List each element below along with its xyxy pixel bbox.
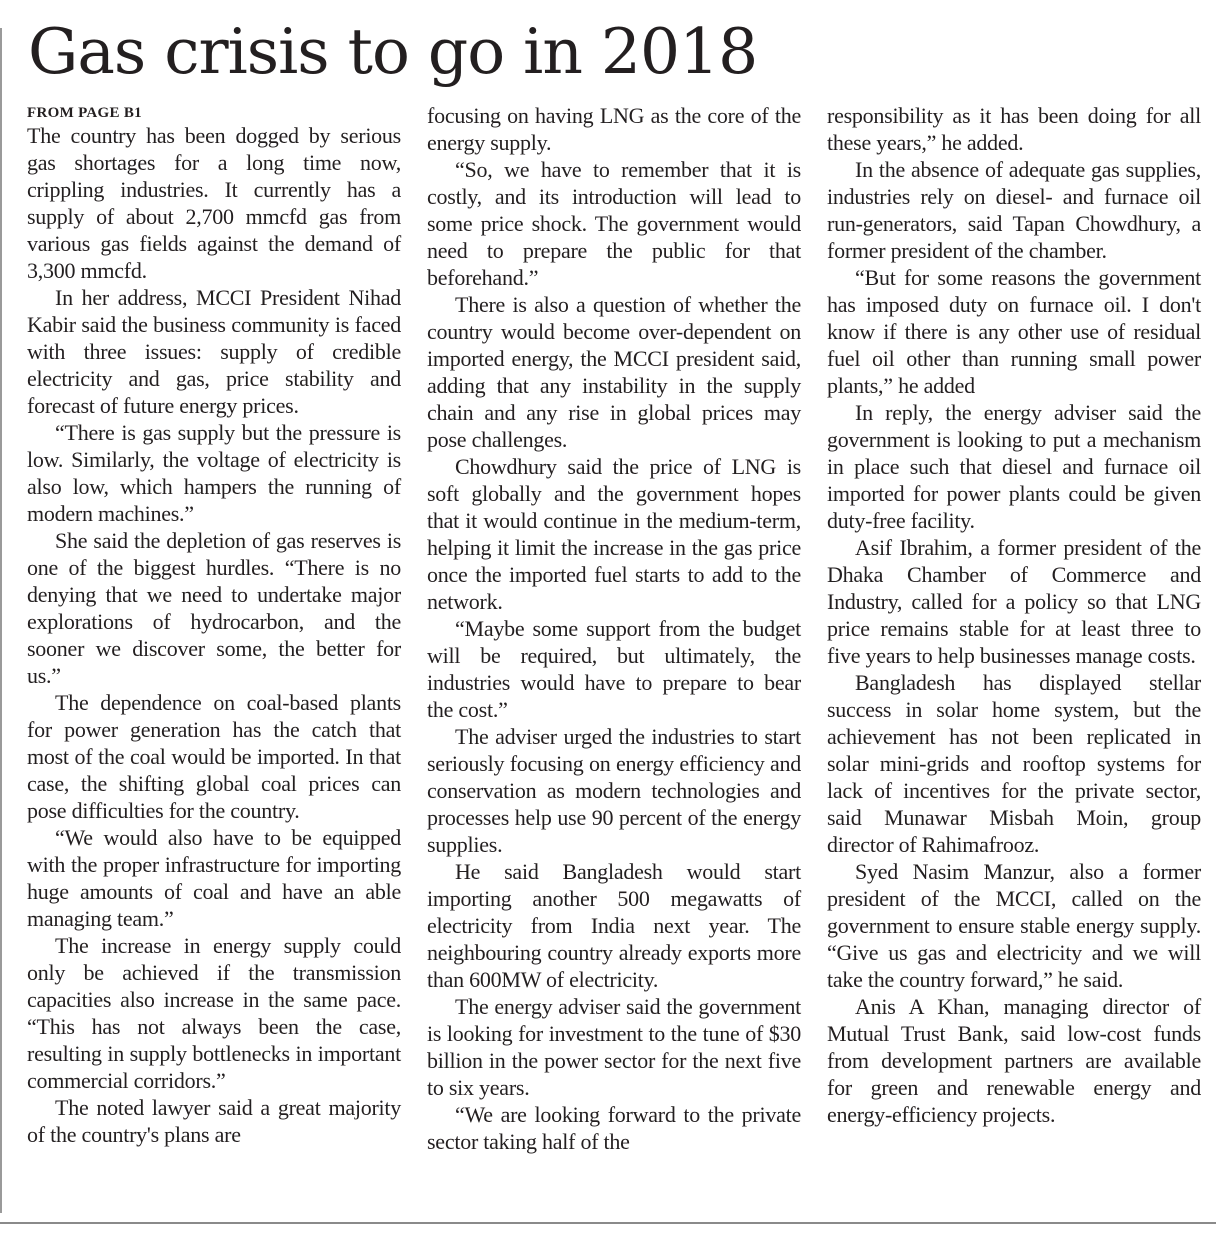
headline: Gas crisis to go in 2018 [28,15,758,88]
paragraph: The noted lawyer said a great majority of the country's plans are [27,1095,401,1147]
paragraph: Bangladesh has displayed stellar success in solar home system, but the achievement has not been replicated in solar mini-grids and rooftop systems for lack of incentives for the private sector, said Munawar Misbah Moin, group director of Rahimafrooz. [827,670,1201,857]
paragraph: “There is gas supply but the pressure is low. Similarly, the voltage of electricity is also low, which hampers the running of modern machines.” [27,420,401,526]
article-column-1 [27,102,401,1148]
paragraph: “So, we have to remember that it is costly, and its introduction will lead to some price shock. The government would need to prepare the public for that beforehand.” [427,157,801,290]
paragraph: “But for some reasons the government has imposed duty on furnace oil. I don't know if there is any other use of residual fuel oil other than running small power plants,” he added [827,265,1201,398]
bottom-rule [0,1222,1216,1224]
paragraph: The dependence on coal-based plants for power generation has the catch that most of the coal would be imported. In that case, the shifting global coal prices can pose difficulties for the country. [27,690,401,823]
paragraph: Syed Nasim Manzur, also a former president of the MCCI, called on the government to ensure stable energy supply. “Give us gas and electricity and we will take the country forward,” he said. [827,859,1201,992]
paragraph: In reply, the energy adviser said the government is looking to put a mechanism in place such that diesel and furnace oil imported for power plants could be given duty-free facility. [827,400,1201,533]
paragraph: Chowdhury said the price of LNG is soft globally and the government hopes that it would continue in the medium-term, helping it limit the increase in the gas price once the imported fuel starts to add to the network. [427,454,801,614]
paragraph: The increase in energy supply could only be achieved if the transmission capacities also increase in the same pace. “This has not always been the case, resulting in supply bottlenecks in important commercial corridors.” [27,933,401,1093]
paragraph: Anis A Khan, managing director of Mutual Trust Bank, said low-cost funds from development partners are available for green and renewable energy and energy-efficiency projects. [827,994,1201,1127]
article-column-2 [427,102,801,1155]
continuation-kicker: FROM PAGE B1 [27,105,142,121]
paragraph: Asif Ibrahim, a former president of the Dhaka Chamber of Commerce and Industry, called for a policy so that LNG price remains stable for at least three to five years to help businesses manage costs. [827,535,1201,668]
paragraph: The energy adviser said the government is looking for investment to the tune of $30 billion in the power sector for the next five to six years. [427,994,801,1100]
left-column-rule [0,28,2,1213]
paragraph: In her address, MCCI President Nihad Kabir said the business community is faced with three issues: supply of credible electricity and gas, price stability and forecast of future energy prices. [27,285,401,418]
article-column-3 [827,102,1201,1128]
paragraph: responsibility as it has been doing for all these years,” he added. [827,103,1201,155]
paragraph: She said the depletion of gas reserves is one of the biggest hurdles. “There is no denying that we need to undertake major explorations of hydrocarbon, and the sooner we discover some, the better for us.” [27,528,401,688]
paragraph: “We are looking forward to the private sector taking half of the [427,1102,801,1154]
paragraph: In the absence of adequate gas supplies, industries rely on diesel- and furnace oil run-generators, said Tapan Chowdhury, a former president of the chamber. [827,157,1201,263]
paragraph: focusing on having LNG as the core of the energy supply. [427,103,801,155]
paragraph: “Maybe some support from the budget will be required, but ultimately, the industries would have to prepare to bear the cost.” [427,616,801,722]
paragraph: The adviser urged the industries to start seriously focusing on energy efficiency and conservation as modern technologies and processes help use 90 percent of the energy supplies. [427,724,801,857]
paragraph: There is also a question of whether the country would become over-dependent on imported energy, the MCCI president said, adding that any instability in the supply chain and any rise in global prices may pose challenges. [427,292,801,452]
paragraph: “We would also have to be equipped with the proper infrastructure for importing huge amounts of coal and have an able managing team.” [27,825,401,931]
paragraph: The country has been dogged by serious gas shortages for a long time now, crippling industries. It currently has a supply of about 2,700 mmcfd gas from various gas fields against the demand of 3,300 mmcfd. [27,123,401,283]
paragraph: He said Bangladesh would start importing another 500 megawatts of electricity from India next year. The neighbouring country already exports more than 600MW of electricity. [427,859,801,992]
